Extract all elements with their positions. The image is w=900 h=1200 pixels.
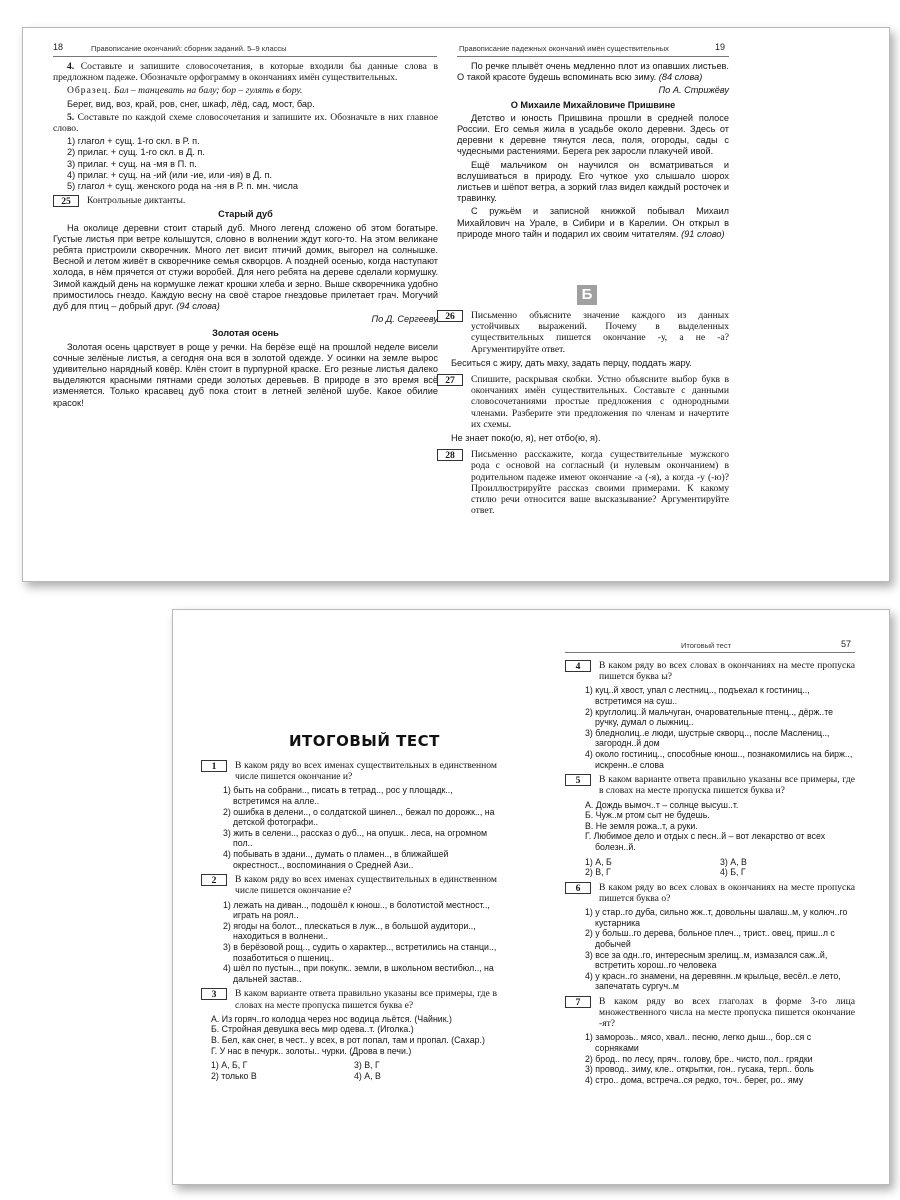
task-number: 26 [445,311,455,322]
dictation-body: По речке плывёт очень медленно плот из опавших листьев. О такой красоте будешь вспоминать всю зиму. [457,61,729,83]
answer-options [565,800,855,853]
task-27-text: Спишите, раскрывая скобки. Устно объясните выбор букв в окончаниях имён существительных. Составьте с данными словосочетаниями простые предложения с однородными членами. Разберите эти предложения по членам и начертите их схемы. [471,374,729,430]
dictation-body: На околице деревни стоит старый дуб. Много легенд сложено об этом богатыре. Густые листья при ветре колышутся, словно в волнении ждут кого-то. На этом великане ребята пристроили скворечник. Много лет висит птичий домик, выгорел на солнышке. Весной и летом живёт в скворечнике семья скворцов. А поздней осенью, когда наступают холода, в нём прячется от стужи воробей. Для него ребята на дереве сделали кормушку. Зимой каждый день на кормушке лежат крошки хлеба и зерно. Выше скворечника удобно примостилось гнездо. Каждую весну на своё старое гнездовье прилетает грач. Могучий дуб для птиц – добрый друг. [53,222,438,312]
dictation-title: О Михаиле Михайловиче Пришвине [510,99,676,110]
dictation-continued [457,61,729,83]
answer-choice: 4) Б, Г [720,867,746,878]
task-25 [53,195,438,206]
answer-choice: 2) В, Г [585,867,611,878]
task-number: 27 [445,375,455,387]
answer-option: 4) шёл по пустын.., при покупк.. земли, в школьном вестибюл.., на дальней застав.. [223,963,494,984]
answer-choices [201,1060,497,1081]
question-number-box [201,760,227,772]
answer-option: 4) побывать в здани.., думать о пламен.., в ближайшей окрестност.., воспоминания о Средней Ази.. [223,848,449,870]
answer-option: 1) куц..й хвост, упал с лестниц.., подъехал к гостиниц.., встретимся на суш.. [585,685,810,706]
scheme-item: 1) глагол + сущ. 1-го скл. в Р. п. [67,136,200,147]
question-number: 3 [211,989,217,1001]
question-number-box [201,988,227,1000]
header-rule [53,56,437,57]
page-number: 57 [841,639,852,649]
question-3 [201,988,497,1010]
question-text: В каком ряду во всех словах в окончаниях на месте пропуска пишется буква о? [599,881,855,904]
dictation-author: По А. Стрижёву [658,85,729,96]
page-57 [565,610,890,1185]
question-6 [565,882,855,904]
task-25-label: Контрольные диктанты. [87,195,186,207]
answer-option: А. Из горяч..го колодца через нос водица льётся. (Чайник.) [211,1013,452,1024]
task-27 [437,374,729,430]
answer-option: 3) бледнолиц..е люди, шустрые скворц.., после Маслениц.., загородн..й дом [585,727,830,749]
question-number-box [565,774,591,786]
task-4-text: Составьте и запишите словосочетания, в которые входили бы данные слова в предложном падеже. Обозначьте орфограмму в окончаниях имён существительных. [53,61,438,84]
answer-choice: 3) А, В [720,856,747,867]
question-number: 2 [211,875,217,887]
answer-choice: 2) только В [211,1070,257,1081]
question-text: В каком варианте ответа правильно указаны все примеры, где в словах на месте пропуска пишется буква и? [599,774,855,797]
answer-option: 2) ошибка в делени.., о солдатской шинел.., бежал по дорожк.., на детской фотографи.. [223,806,495,828]
answer-options [201,1014,497,1056]
task-4 [53,61,438,83]
page-number: 19 [715,42,726,52]
answer-options [565,907,855,992]
question-4 [565,660,855,682]
dictation-paragraph: Детство и юность Пришвина прошли в средней полосе России. Его семья жила в усадьбе около деревни. Здесь от деревни к деревне тянутся леса, поля, огороды, сады с чудесными растениями. Берега рек заросли плакучей ивой. [457,112,729,157]
page-19 [445,28,890,582]
scheme-item: 4) прилаг. + сущ. на -ий (или -ие, или -ия) в Д. п. [67,169,273,180]
question-number-box [565,660,591,672]
dictation-author: По Д. Сергееву [371,314,438,325]
answer-option: 3) в берёзовой рощ.., судить о характер.., встретились на станци.., позаботиться о пшениц.. [223,941,497,963]
dictation-title: Золотая осень [212,328,279,339]
question-text: В каком варианте ответа правильно указаны все примеры, где в словах на месте пропуска пишется буква е? [235,988,497,1011]
task-4-sample [53,85,438,96]
question-text: В каком ряду во всех именах существительных в единственном числе пишется окончание е? [235,874,497,897]
header-rule [457,56,729,57]
answer-choice: 3) В, Г [354,1060,380,1071]
answer-option: Г. У нас в печурк.. золоты.. чурки. (Дрова в печи.) [211,1045,412,1056]
answer-option: 1) у стар..го дуба, сильно жж..т, довольны шалаш..м, у колюч..го кустарника [585,907,848,928]
page-18 [23,28,457,582]
task-27-example: Не знает поко(ю, я), нет отбо(ю, я). [451,433,601,444]
task-number-box [437,374,463,386]
book-spread-pages-18-19 [22,27,890,582]
level-b-badge: Б [577,285,597,305]
word-count: (91 слово) [681,228,725,239]
question-number: 1 [211,761,217,772]
answer-option: Б. Чуж..м ртом сыт не будешь. [585,810,710,821]
header-rule [565,652,855,653]
question-text: В каком ряду во всех глаголах в форме 3-го лица множественного числа на месте пропуска пишется окончание -ят? [599,995,855,1030]
question-number-box [565,996,591,1008]
answer-option: 1) лежать на диван.., подошёл к юнош.., в болотистой местност.., играть на роял.. [223,899,490,921]
answer-option: Б. Стройная девушка весь мир одева..т. (Иголка.) [211,1024,414,1035]
answer-option: 2) круглолиц..й мальчуган, очаровательные птенц.., дёрж..те ручку, думал о лыжниц.. [585,706,834,728]
answer-choice: 1) А, Б, Г [211,1060,248,1071]
answer-option: 2) ягоды на болот.., плескаться в луж.., в большой аудитори.., находиться в волнени.. [223,920,476,942]
task-5-schemes [53,136,438,192]
task-number: 28 [445,450,455,462]
sample-label: Образец. [67,85,112,97]
scheme-item: 5) глагол + сущ. женского рода на -ня в Р. п. мн. числа [67,181,298,192]
answer-option: 4) около гостиниц.., способные юнош.., познакомились на бирж.., искренн..е слова [585,748,853,770]
page-number: 18 [53,42,64,52]
left-column [201,760,497,1081]
question-7 [565,996,855,1030]
left-column [53,61,438,411]
task-number-box [53,195,79,207]
right-column [457,61,729,242]
task-5 [53,112,438,134]
answer-options [565,1032,855,1085]
question-text: В каком ряду во всех словах в окончаниях на месте пропуска пишется буква ы? [599,660,855,683]
answer-option: Г. Любимое дело и отдых с песн..й – вот лекарство от всех болезн..й. [585,831,826,852]
task-5-number: 5. [67,111,75,123]
running-header: Правописание падежных окончаний имён существительных [459,44,669,53]
task-number-box [437,449,463,461]
answer-option: 1) быть на собрани.., писать в тетрад.., рос у площадк.., встретимся на алле.. [223,785,453,806]
task-26-example: Беситься с жиру, дать маху, задать перцу, поддать жару. [451,357,692,368]
task-26-text: Письменно объясните значение каждого из данных устойчивых выражений. Почему в выделенных существительных пишется окончание -у, а не -а? Аргументируйте ответ. [471,310,729,355]
question-number: 6 [575,882,581,894]
question-number: 4 [575,661,581,672]
scheme-item: 3) прилаг. + сущ. на -мя в П. п. [67,158,197,169]
answer-option: 4) у красн..го знамени, на деревянн..м крыльце, весёл..е лето, запечатать сургуч..м [585,970,841,992]
question-number: 7 [575,996,581,1008]
answer-option: 2) брод.. по лесу, пряч.. голову, бре.. чисто, пол.. грядки [585,1053,813,1064]
answer-option: 4) стро.. дома, встреча..ся редко, точ.. берег, ро.. яму [585,1074,804,1085]
book-spread-final-test [172,609,890,1185]
question-number: 5 [575,775,581,787]
sample-text: Бал – танцевать на балу; бор – гулять в бору. [113,85,303,97]
task-4-words: Берег, вид, воз, край, ров, снег, шкаф, лёд, сад, мост, бар. [67,98,315,109]
dictation-paragraph: Ещё мальчиком он научился он всматриваться и вслушиваться в природу. Его чуткое ухо слышало шорох листьев и шёпот ветра, а зоркий глаз видел каждый росточек и травинку. [457,159,729,204]
page-title: ИТОГОВЫЙ ТЕСТ [289,732,440,750]
answer-choices [565,857,855,878]
task-28 [437,449,729,516]
answer-options [201,900,497,985]
answer-choice: 1) А, Б [585,856,612,867]
answer-option: 3) провод.. зиму, кле.. открытки, гон.. гусака, терп.. боль [585,1064,814,1075]
question-2 [201,874,497,896]
task-number-box [437,310,463,322]
answer-options [565,685,855,770]
question-number-box [565,882,591,894]
task-number: 25 [61,196,71,208]
running-header: Итоговый тест [681,641,732,650]
task-4-number: 4. [67,61,75,72]
right-column-tasks [437,310,729,519]
dictation-text: Золотая осень царствует в роще у речки. На берёзе ещё на прошлой неделе висели сочные зелёные листья, а сегодня она вся в золотой одежде. У осинки на земле вырос удивительно нарядный ковёр. Клён стоит в пурпурной краске. Его резные листья далеко выделяются красными пятнами среди золотых деревьев. В природе в это время всё изменяется. Только красавец дуб пока стоит в летней зелёной шубе. Какое обилие красок! [53,341,438,408]
task-26 [437,310,729,355]
answer-option: В. Бел, как снег, в чест.. у всех, в рот попал, там и пропал. (Сахар.) [211,1034,485,1045]
dictation-text [53,223,438,313]
answer-choice: 4) А, В [354,1070,381,1081]
answer-option: 2) у больш..го дерева, больное плеч.., трист.. овец, приш..л с добычей [585,928,835,949]
question-1 [201,760,497,782]
question-5 [565,774,855,796]
word-count: (84 слова) [658,72,703,83]
dictation-paragraph [457,206,729,240]
question-number-box [201,874,227,886]
answer-options [201,785,497,870]
task-5-text: Составьте по каждой схеме словосочетания и запишите их. Обозначьте в них главное слово. [53,111,438,135]
scheme-item: 2) прилаг. + сущ. 1-го скл. в Д. п. [67,147,205,158]
answer-option: В. Не земля рожа..т, а руки. [585,820,698,831]
page-56 [173,610,533,1185]
answer-option: 1) заморозь.. мясо, хвал.. песню, легко дыш.., бор..ся с сорняками [585,1032,812,1054]
question-text: В каком ряду во всех именах существительных в единственном числе пишется окончание и? [235,760,497,783]
answer-option: А. Дождь вымоч..т – солнце высуш..т. [585,799,739,810]
word-count: (94 слова) [176,301,220,312]
dictation-body: С ружьём и записной книжкой побывал Михаил Михайлович на Урале, в Сибири и в Карелии. Он открыл в природе много тайн и подарил их своим читателям. [457,206,729,239]
right-column [565,660,855,1085]
dictation-title: Старый дуб [218,209,273,220]
task-28-text: Письменно расскажите, когда существительные мужского рода с основой на согласный (и нулевым окончанием) в родительном падеже имеют окончание -а (-я), а когда -у (-ю)? Проиллюстрируйте рассказ своими примерами. К какому стилю речи относится ваше высказывание? Аргументируйте ответ. [471,449,729,517]
answer-option: 3) все за одн..го, интересным зрелищ..м, измазался саж..й, встретить хорош..го человека [585,949,828,971]
running-header: Правописание окончаний: сборник заданий. 5–9 классы [91,44,287,53]
answer-option: 3) жить в селени.., рассказ о дуб.., на опушк.. леса, на огромном пол.. [223,827,488,849]
